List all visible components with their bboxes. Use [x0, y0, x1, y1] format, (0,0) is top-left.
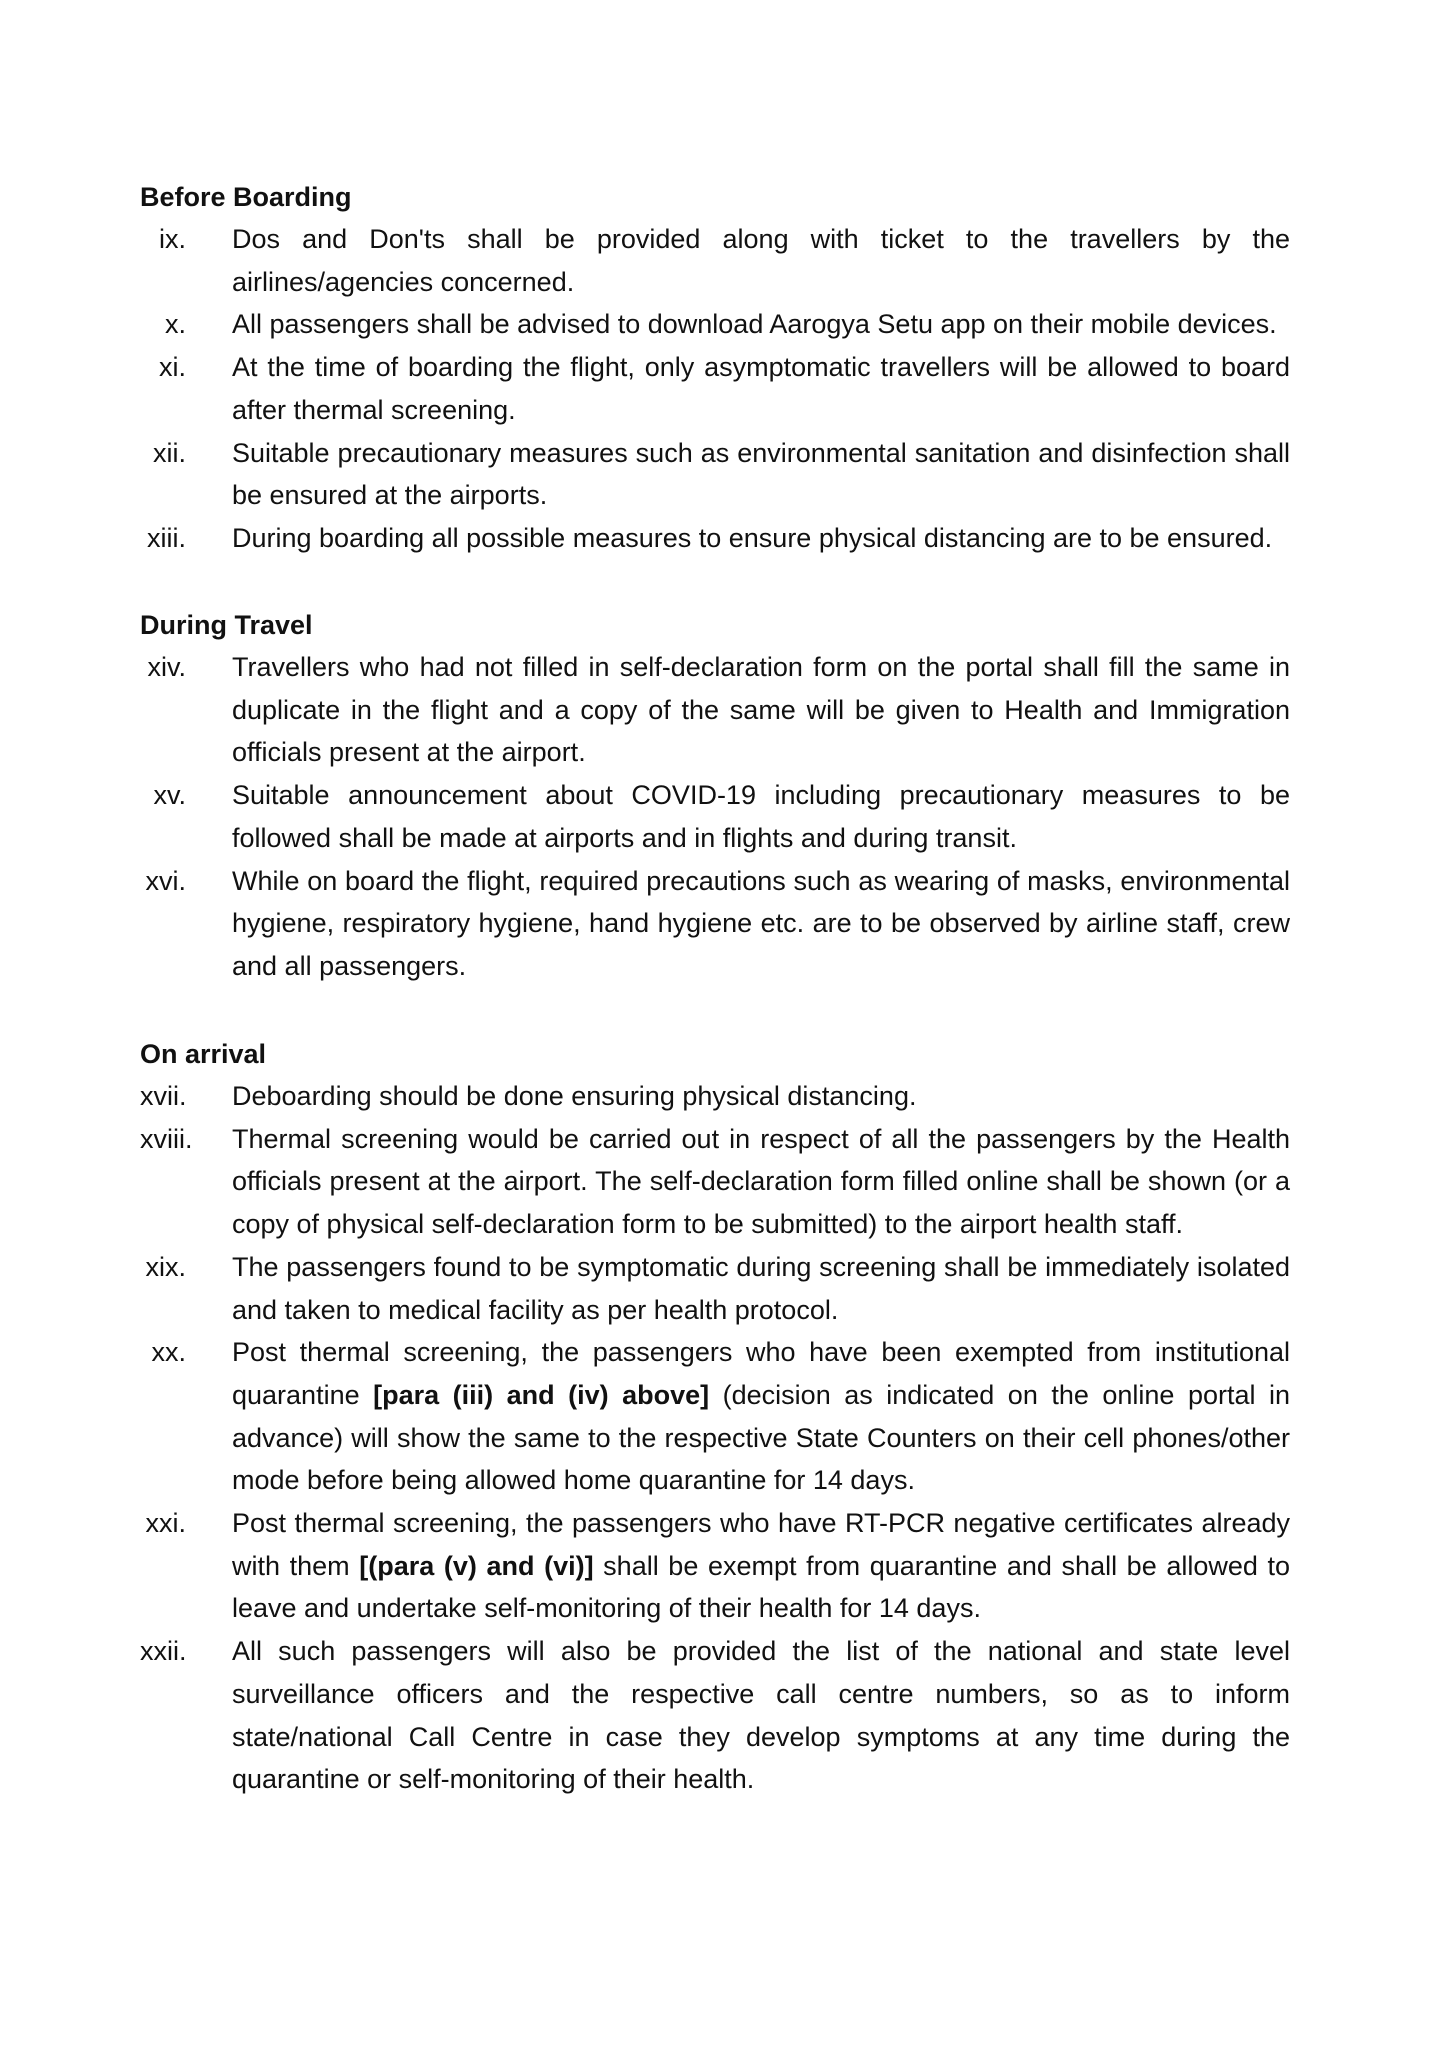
list-item — [140, 517, 1290, 560]
item-number: x. — [164, 309, 186, 340]
item-text: Thermal screening would be carried out in respect of all the passengers by the Health officials present at the airport. The self-declaration form filled online shall be shown (or a copy of physical self-declaration form to be submitted) to the airport health staff. — [232, 1123, 1290, 1240]
item-number: xx. — [151, 1337, 186, 1368]
item-number: xiii. — [147, 522, 186, 553]
item-number: xxii. — [140, 1636, 187, 1667]
section-before-boarding — [140, 176, 1290, 560]
item-number: xix. — [145, 1251, 186, 1282]
item-text: The passengers found to be symptomatic during screening shall be immediately isolated and taken to medical facility as per health protocol. — [232, 1251, 1290, 1325]
item-text: All passengers shall be advised to download Aarogya Setu app on their mobile devices. — [232, 309, 1277, 340]
section-on-arrival — [140, 1033, 1290, 1801]
item-number: xii. — [153, 437, 186, 468]
item-text-part: Post thermal screening, the passengers who have RT-PCR negative certificates already with them — [232, 1508, 1290, 1581]
item-number: xiv. — [147, 652, 186, 682]
item-text: All such passengers will also be provided the list of the national and state level surveillance officers and the respective call centre numbers, so as to inform state/national Call Centre in case they develop symptoms at any time during the quarantine or self-monitoring of their health. — [232, 1636, 1290, 1795]
list-item — [140, 1075, 1290, 1118]
item-number: xi. — [159, 352, 186, 383]
item-number: xxi. — [145, 1508, 186, 1539]
item-text: Dos and Don'ts shall be provided along with ticket to the travellers by the airlines/agencies concerned. — [232, 224, 1290, 297]
item-text: During boarding all possible measures to ensure physical distancing are to be ensured. — [232, 522, 1273, 553]
item-number: xviii. — [140, 1123, 193, 1154]
item-text — [232, 1331, 1290, 1502]
item-number: xv. — [153, 780, 186, 811]
list-item — [140, 1118, 1290, 1246]
section-heading: On arrival — [140, 1039, 267, 1069]
item-text: While on board the flight, required precautions such as wearing of masks, environmental hygiene, respiratory hygiene, hand hygiene etc. are to be observed by airline staff, crew and all passengers. — [232, 865, 1290, 981]
item-number: xvii. — [140, 1081, 187, 1111]
item-text — [232, 1502, 1290, 1630]
item-text-part: Post thermal screening, the passengers who have been exempted from institutional quarantine — [232, 1337, 1290, 1410]
list-item — [140, 1331, 1290, 1502]
section-heading: During Travel — [140, 610, 313, 640]
list-item — [140, 1246, 1290, 1331]
section-during-travel — [140, 604, 1290, 988]
item-text: Travellers who had not filled in self-declaration form on the portal shall fill the same in duplicate in the flight and a copy of the same will be given to Health and Immigration officials present at the airport. — [232, 652, 1290, 768]
list-item — [140, 303, 1290, 346]
list-item — [140, 346, 1290, 431]
item-number: xvi. — [145, 865, 186, 896]
para-reference: [para (iii) and (iv) above] — [373, 1379, 710, 1410]
para-reference: [(para (v) and (vi)] — [359, 1550, 594, 1581]
item-text-part: (decision as indicated on the online portal in advance) will show the same to the respective State Counters on their cell phones/other mode before being allowed home quarantine for 14 days. — [232, 1379, 1290, 1496]
list-item — [140, 860, 1290, 988]
item-number: ix. — [159, 224, 186, 254]
item-text-part: shall be exempt from quarantine and shall be allowed to leave and undertake self-monitoring of their health for 14 days. — [232, 1550, 1290, 1624]
section-heading: Before Boarding — [140, 182, 352, 212]
list-item — [140, 646, 1290, 774]
item-text: Deboarding should be done ensuring physical distancing. — [232, 1081, 917, 1111]
item-text: Suitable announcement about COVID-19 including precautionary measures to be followed shall be made at airports and in flights and during transit. — [232, 780, 1290, 853]
item-text: Suitable precautionary measures such as environmental sanitation and disinfection shall be ensured at the airports. — [232, 437, 1290, 511]
list-item — [140, 774, 1290, 859]
list-item — [140, 432, 1290, 517]
list-item — [140, 1502, 1290, 1630]
list-item — [140, 218, 1290, 303]
item-text: At the time of boarding the flight, only asymptomatic travellers will be allowed to board after thermal screening. — [232, 352, 1290, 425]
list-item — [140, 1630, 1290, 1801]
